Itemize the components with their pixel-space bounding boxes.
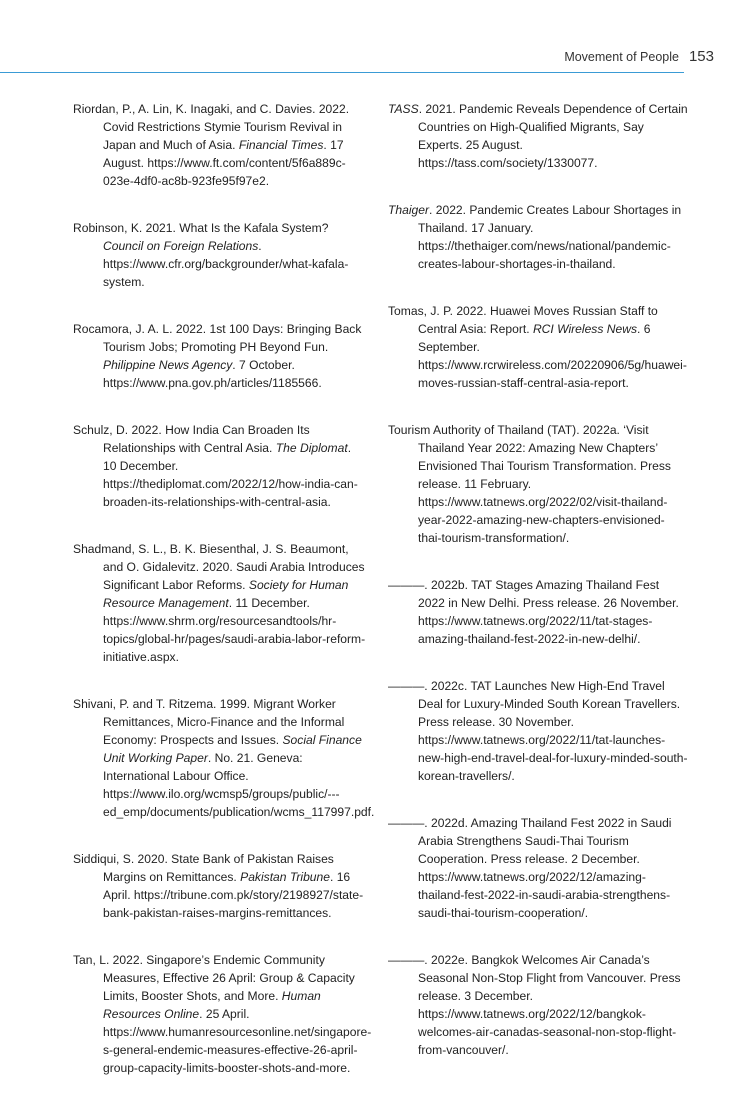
header-rule [0, 72, 684, 73]
reference-text: Tourism Authority of Thailand (TAT). 2022a. ‘Visit Thailand Year 2022: Amazing New Chapters’ Envisioned Thai Tourism Transformation. Press release. 11 February. https://www.tatnews.org/2022/02/visit-thailand-year-2022-amazing-new-chapters-envisioned-thai-tourism-transformation/. [388, 423, 671, 545]
reference-source: Society for Human Resource Management [103, 578, 349, 610]
reference-source: Thaiger [388, 203, 430, 217]
reference-text: ———. 2022e. Bangkok Welcomes Air Canada’s Seasonal Non-Stop Flight from Vancouver. Press release. 3 December. https://www.tatnews.org/2022/12/bangkok-welcomes-air-canadas-seasonal-non-stop-flight-from-vancouver/. [388, 953, 681, 1057]
reference-text: ———. 2022b. TAT Stages Amazing Thailand Fest 2022 in New Delhi. Press release. 26 November. https://www.tatnews.org/2022/11/tat-stages-amazing-thailand-fest-2022-in-new-delhi/. [388, 578, 679, 646]
reference-text: Shadmand, S. L., B. K. Biesenthal, J. S. Beaumont, and O. Gidalevitz. 2020. Saudi Arabia Introduces Significant Labor Reforms. [73, 542, 365, 592]
reference-entry [388, 677, 688, 785]
reference-text: Siddiqui, S. 2020. State Bank of Pakistan Raises Margins on Remittances. [73, 852, 334, 884]
reference-text: . 16 April. https://tribune.com.pk/story/2198927/state-bank-pakistan-raises-margins-remittances. [103, 870, 364, 920]
reference-text: Tomas, J. P. 2022. Huawei Moves Russian Staff to Central Asia: Report. [388, 304, 658, 336]
reference-entry [388, 421, 688, 547]
reference-entry [73, 219, 367, 291]
reference-text: Tan, L. 2022. Singapore’s Endemic Community Measures, Effective 26 April: Group & Capacity Limits, Booster Shots, and More. [73, 953, 355, 1003]
reference-entry [388, 100, 688, 172]
running-head [564, 48, 714, 65]
reference-source: RCI Wireless News [532, 322, 637, 336]
reference-entry [388, 201, 688, 273]
reference-text: . 17 August. https://www.ft.com/content/5f6a889c-023e-4df0-ac8b-923fe95f97e2. [103, 138, 346, 188]
reference-text: Schulz, D. 2022. How India Can Broaden Its Relationships with Central Asia. [73, 423, 310, 455]
running-title: Movement of People [564, 50, 679, 64]
reference-entry [388, 302, 688, 392]
reference-source: Human Resources Online [103, 989, 321, 1021]
reference-entry [73, 421, 367, 511]
reference-source: TASS [388, 102, 419, 116]
reference-entry [388, 576, 688, 648]
reference-text: . 7 October. https://www.pna.gov.ph/articles/1185566. [103, 358, 322, 390]
reference-text: . 2022. Pandemic Creates Labour Shortages in Thailand. 17 January. https://thethaiger.com/news/national/pandemic-creates-labour-shortages-in-thailand. [418, 203, 682, 271]
reference-source: The Diplomat [275, 441, 348, 455]
reference-source: Pakistan Tribune [240, 870, 330, 884]
reference-text: Robinson, K. 2021. What Is the Kafala System? [73, 221, 329, 235]
references-right-column [388, 100, 688, 1088]
reference-text: ———. 2022d. Amazing Thailand Fest 2022 in Saudi Arabia Strengthens Saudi-Thai Tourism Cooperation. Press release. 2 December. https://www.tatnews.org/2022/12/amazing-thailand-fest-2022-in-saudi-arabia-strengthens-saudi-thai-tourism-cooperation/. [388, 816, 672, 920]
reference-text: ———. 2022c. TAT Launches New High-End Travel Deal for Luxury-Minded South Korean Travellers. Press release. 30 November. https://www.tatnews.org/2022/11/tat-launches-new-high-end-travel-deal-for-luxury-minded-south-korean-travellers/. [388, 679, 688, 783]
reference-source: Social Finance Unit Working Paper [103, 733, 362, 765]
reference-text: . https://www.cfr.org/backgrounder/what-kafala-system. [103, 239, 349, 289]
reference-text: . 25 April. https://www.humanresourcesonline.net/singapore-s-general-endemic-measures-effective-26-april-group-capacity-limits-booster-shots-and-more. [103, 1007, 372, 1075]
reference-entry [73, 695, 375, 821]
reference-entry [73, 540, 367, 666]
reference-entry [388, 951, 688, 1059]
reference-text: . 10 December. https://thediplomat.com/2022/12/how-india-can-broaden-its-relationships-with-central-asia. [103, 441, 358, 509]
reference-text: Shivani, P. and T. Ritzema. 1999. Migrant Worker Remittances, Micro-Finance and the Informal Economy: Prospects and Issues. [73, 697, 345, 747]
reference-source: Council on Foreign Relations [103, 239, 259, 253]
reference-entry [73, 100, 367, 190]
reference-entry [388, 814, 688, 922]
reference-entry [73, 320, 367, 392]
reference-source: Philippine News Agency [103, 358, 233, 372]
reference-text: . 2021. Pandemic Reveals Dependence of Certain Countries on High-Qualified Migrants, Say Experts. 25 August. https://tass.com/society/1330077. [418, 102, 688, 170]
reference-entry [73, 850, 367, 922]
page-number: 153 [688, 48, 714, 65]
references-left-column [73, 100, 375, 1106]
reference-text: Rocamora, J. A. L. 2022. 1st 100 Days: Bringing Back Tourism Jobs; Promoting PH Beyond Fun. [73, 322, 362, 354]
reference-text: . 6 September. https://www.rcrwireless.com/20220906/5g/huawei-moves-russian-staff-central-asia-report. [418, 322, 687, 390]
reference-text: . 11 December. https://www.shrm.org/resourcesandtools/hr-topics/global-hr/pages/saudi-arabia-labor-reform-initiative.aspx. [103, 596, 366, 664]
reference-text: Riordan, P., A. Lin, K. Inagaki, and C. Davies. 2022. Covid Restrictions Stymie Tourism Revival in Japan and Much of Asia. [73, 102, 350, 152]
reference-text: . No. 21. Geneva: International Labour Office. https://www.ilo.org/wcmsp5/groups/public/---ed_emp/documents/publication/wcms_117997.pdf. [103, 751, 375, 819]
reference-entry [73, 951, 372, 1077]
reference-source: Financial Times [238, 138, 324, 152]
